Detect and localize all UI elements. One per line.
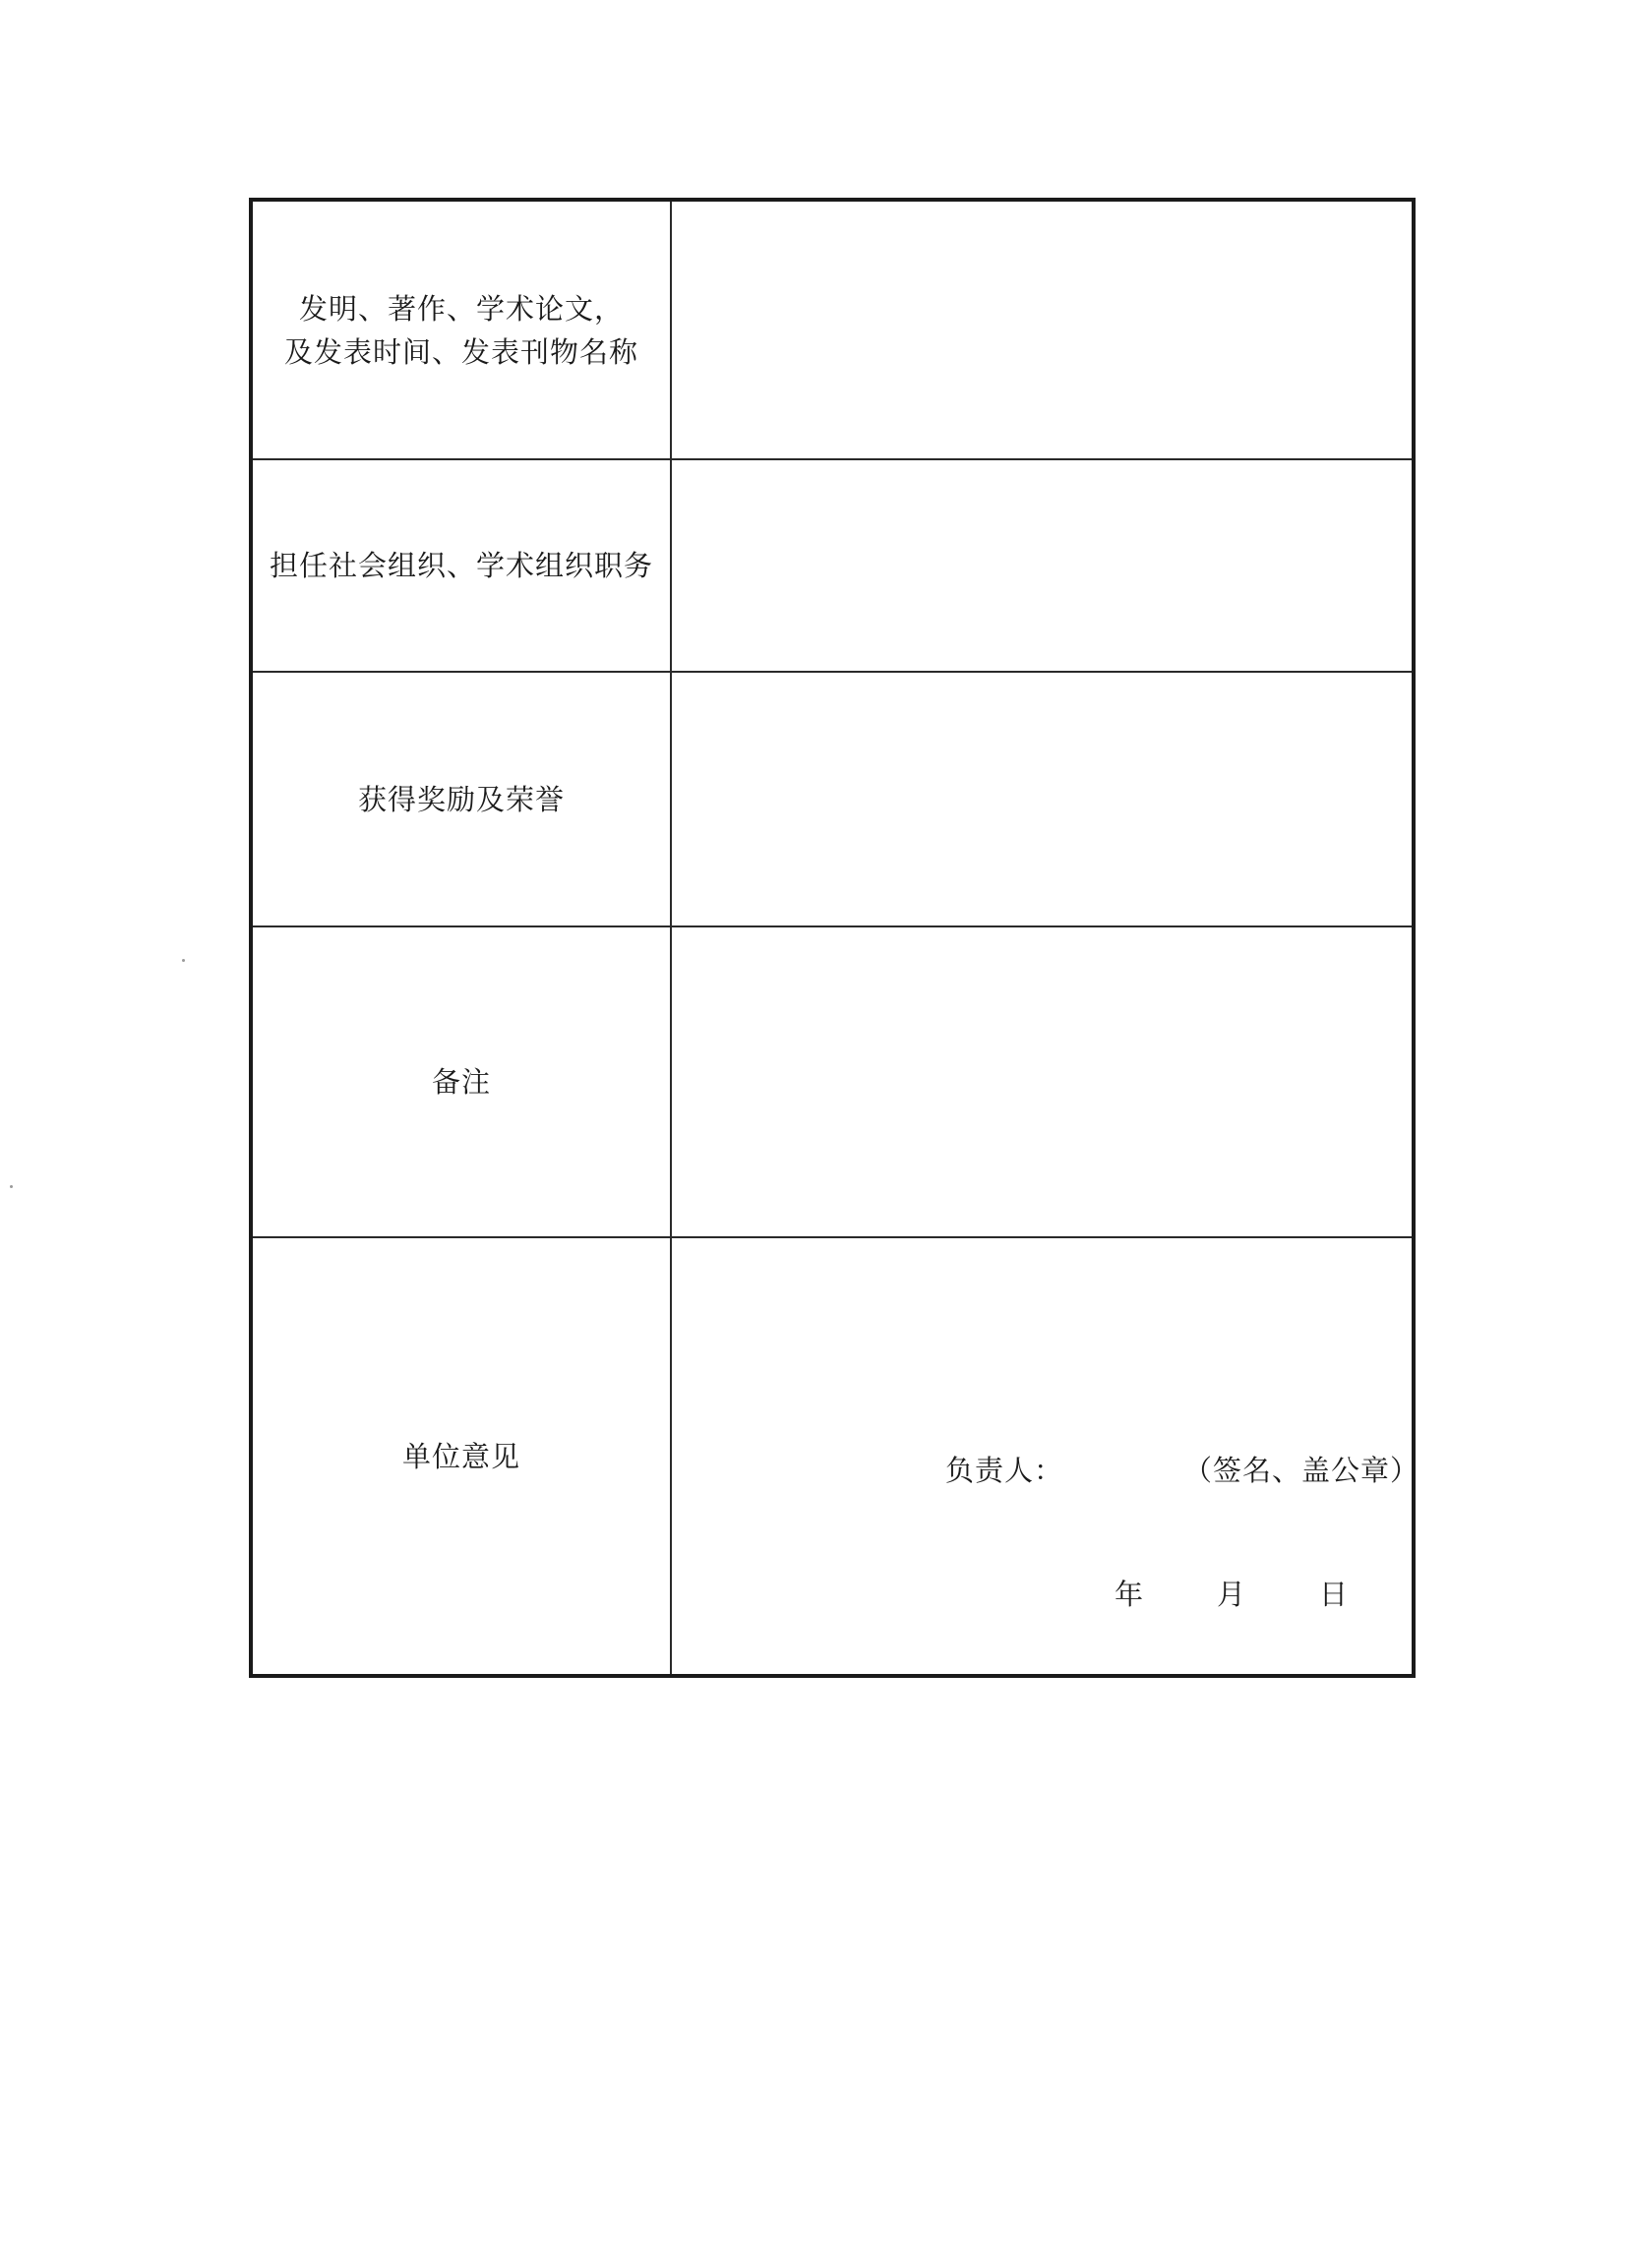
form-row-publications bbox=[251, 200, 1414, 459]
form-row-unit-opinion bbox=[251, 1237, 1414, 1676]
remarks-field[interactable] bbox=[671, 926, 1414, 1237]
form-row-remarks bbox=[251, 926, 1414, 1237]
date-month-label: 月 bbox=[1217, 1578, 1246, 1611]
organization-posts-label bbox=[251, 459, 671, 672]
publications-label-line-2: 及发表时间、发表刊物名称 bbox=[283, 334, 638, 369]
organization-posts-field[interactable] bbox=[671, 459, 1414, 672]
application-form-table bbox=[249, 198, 1420, 1678]
remarks-label-text: 备注 bbox=[431, 1065, 491, 1099]
awards-field[interactable] bbox=[671, 672, 1414, 926]
date-year-label: 年 bbox=[1115, 1578, 1144, 1611]
form-row-awards bbox=[251, 672, 1414, 926]
unit-opinion-area bbox=[672, 1238, 1420, 1674]
stamp-note: （签名、盖公章） bbox=[1183, 1454, 1420, 1487]
organization-posts-label-text: 担任社会组织、学术组织职务 bbox=[269, 549, 653, 582]
scan-speck bbox=[10, 1185, 13, 1188]
publications-field[interactable] bbox=[671, 200, 1414, 459]
publications-label bbox=[251, 200, 671, 459]
unit-opinion-label bbox=[251, 1237, 671, 1676]
signer-label: 负责人： bbox=[945, 1454, 1064, 1487]
remarks-label bbox=[251, 926, 671, 1237]
unit-opinion-field[interactable] bbox=[671, 1237, 1420, 1676]
scan-speck bbox=[182, 959, 185, 962]
awards-label bbox=[251, 672, 671, 926]
awards-label-text: 获得奖励及荣誉 bbox=[357, 782, 565, 816]
form-row-organization-posts bbox=[251, 459, 1414, 672]
unit-opinion-label-text: 单位意见 bbox=[401, 1439, 520, 1473]
date-day-label: 日 bbox=[1319, 1578, 1349, 1611]
publications-label-line-1: 发明、著作、学术论文， bbox=[298, 291, 624, 326]
